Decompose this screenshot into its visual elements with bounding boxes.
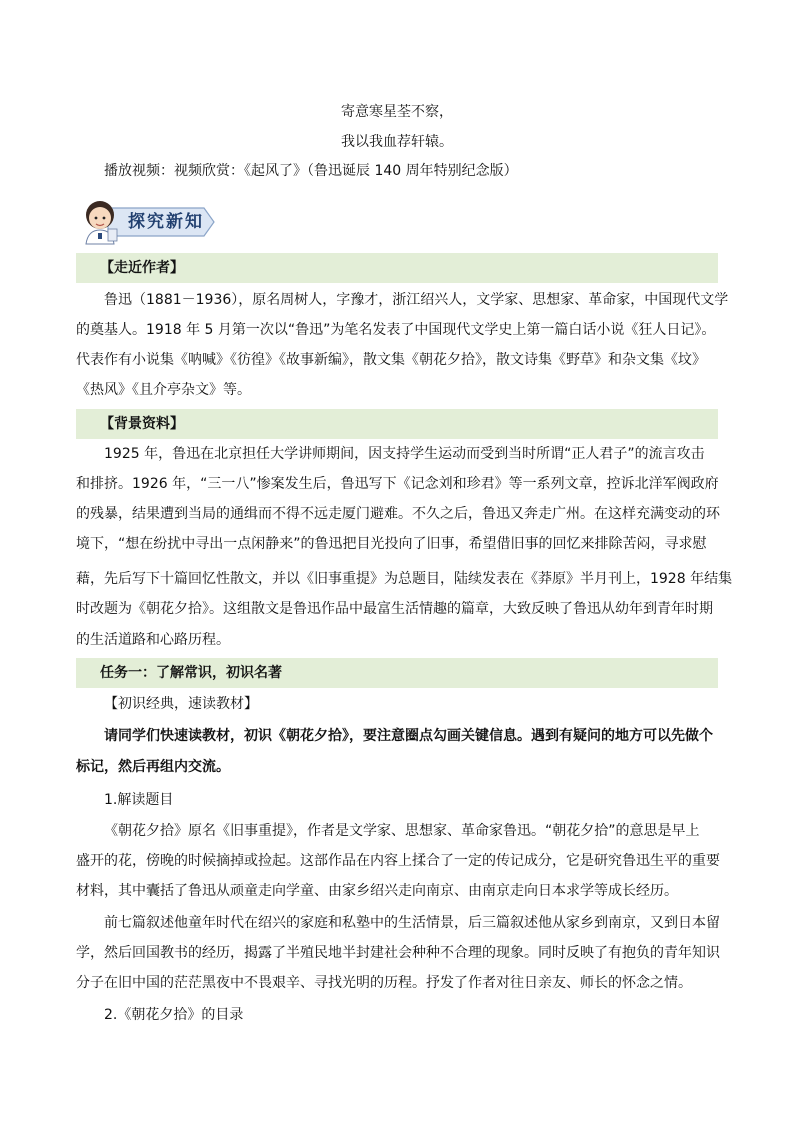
background-line-4: 境下，“想在纷扰中寻出一点闲静来”的鲁迅把目光投向了旧事，希望借旧事的回忆来排除苦闷，寻求慰 <box>76 536 707 552</box>
banner-title: 探究新知 <box>128 212 204 232</box>
task1-instruction-line-2: 标记，然后再组内交流。 <box>76 759 230 775</box>
item1-para2-line-2: 学，然后回国教书的经历，揭露了半殖民地半封建社会种种不合理的现象。同时反映了有抱负的青年知识 <box>76 945 720 961</box>
background-line-7: 的生活道路和心路历程。 <box>76 632 230 648</box>
item1-line-1: 《朝花夕拾》原名《旧事重提》，作者是文学家、思想家、革命家鲁迅。“朝花夕拾”的意思是早上 <box>104 823 700 839</box>
author-line-4: 《热风》《且介亭杂文》等。 <box>76 382 251 398</box>
background-line-5: 藉，先后写下十篇回忆性散文，并以《旧事重提》为总题目，陆续发表在《莽原》半月刊上，1928 年结集 <box>76 571 733 587</box>
document-page <box>76 0 733 1122</box>
background-line-2: 和排挤。1926 年，“三一八”惨案发生后，鲁迅写下《记念刘和珍君》等一系列文章，控诉北洋军阀政府 <box>76 476 719 492</box>
poem-line-1: 寄意寒星荃不察， <box>341 104 453 120</box>
poem-line-2: 我以我血荐轩辕。 <box>341 134 453 150</box>
author-line-1: 鲁迅（1881－1936），原名周树人，字豫才，浙江绍兴人，文学家、思想家、革命家，中国现代文学 <box>104 292 729 308</box>
author-line-3: 代表作有小说集《呐喊》《彷徨》《故事新编》，散文集《朝花夕拾》，散文诗集《野草》和杂文集《坟》 <box>76 352 706 368</box>
item1-title: 1.解读题目 <box>104 792 174 808</box>
item1-para2-line-3: 分子在旧中国的茫茫黑夜中不畏艰辛、寻找光明的历程。抒发了作者对往日亲友、师长的怀念之情。 <box>76 975 692 991</box>
section-heading-author: 【走近作者】 <box>76 253 718 283</box>
section-banner <box>78 196 218 246</box>
item1-line-3: 材料，其中囊括了鲁迅从顽童走向学童、由家乡绍兴走向南京、由南京走向日本求学等成长经历。 <box>76 883 678 899</box>
task1-instruction-line-1: 请同学们快速读教材，初识《朝花夕拾》，要注意圈点勾画关键信息。遇到有疑问的地方可以先做个 <box>104 728 713 744</box>
background-line-6: 时改题为《朝花夕拾》。这组散文是鲁迅作品中最富生活情趣的篇章，大致反映了鲁迅从幼年到青年时期 <box>76 601 713 617</box>
item1-line-2: 盛开的花，傍晚的时候摘掉或捡起。这部作品在内容上揉合了一定的传记成分，它是研究鲁迅生平的重要 <box>76 853 720 869</box>
student-cartoon-icon <box>78 196 124 246</box>
task1-subheading: 【初识经典，速读教材】 <box>104 696 258 712</box>
section-heading-task1: 任务一：了解常识，初识名著 <box>76 658 718 688</box>
background-line-3: 的残暴，结果遭到当局的通缉而不得不远走厦门避难。不久之后，鲁迅又奔走广州。在这样充满变动的环 <box>76 506 720 522</box>
author-line-2: 的奠基人。1918 年 5 月第一次以“鲁迅”为笔名发表了中国现代文学史上第一篇白话小说《狂人日记》。 <box>76 322 716 338</box>
item1-para2-line-1: 前七篇叙述他童年时代在绍兴的家庭和私塾中的生活情景，后三篇叙述他从家乡到南京，又到日本留 <box>104 915 720 931</box>
video-line: 播放视频：视频欣赏：《起风了》（鲁迅诞辰 140 周年特别纪念版） <box>104 163 518 179</box>
background-line-1: 1925 年，鲁迅在北京担任大学讲师期间，因支持学生运动而受到当时所谓“正人君子”的流言攻击 <box>104 446 705 462</box>
section-heading-background: 【背景资料】 <box>76 409 718 439</box>
item2-title: 2.《朝花夕拾》的目录 <box>104 1007 244 1023</box>
